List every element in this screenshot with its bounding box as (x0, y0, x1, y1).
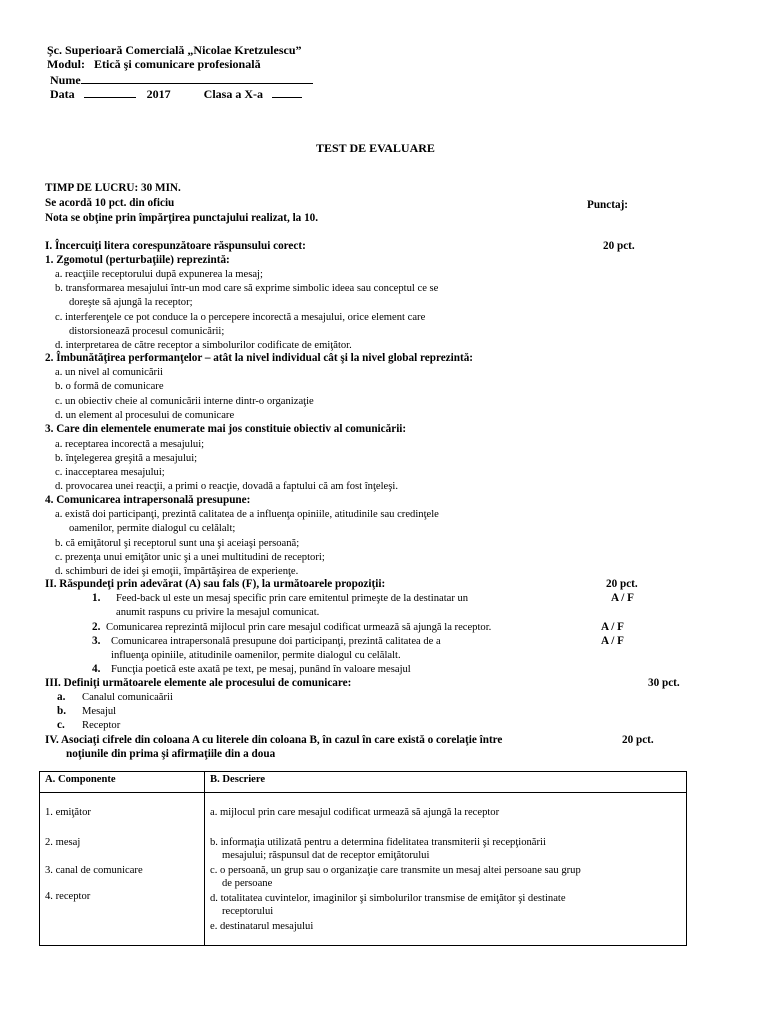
s2-answer[interactable]: A / F (601, 621, 624, 633)
s4-number: 4. (92, 663, 101, 675)
q3-option-c[interactable]: c. inacceptarea mesajului; (55, 467, 165, 478)
section2-title: II. Răspundeţi prin adevărat (A) sau fals (F), la următoarele propoziţii: (45, 578, 386, 590)
q1-option-b-cont: doreşte să ajungă la receptor; (69, 297, 193, 308)
s1-answer[interactable]: A / F (611, 592, 634, 604)
s3-text-cont: influenţa opiniile, atitudinile oamenilor, permite dialogul cu celălalt. (111, 650, 401, 661)
date-line (50, 86, 302, 101)
name-blank[interactable] (81, 72, 313, 84)
table-body-row (40, 793, 687, 946)
q2-option-b[interactable]: b. o formă de comunicare (55, 381, 164, 392)
s1-text-cont: anumit raspuns cu privire la mesajul comunicat. (116, 607, 320, 618)
q4-text: 4. Comunicarea intrapersonală presupune: (45, 494, 251, 506)
list-item: d. totalitatea cuvintelor, imaginilor şi simbolurilor transmise de emiţător şi destinate (210, 893, 566, 904)
s3-item-c-letter: c. (57, 719, 65, 731)
module-value: Etică şi comunicare profesională (94, 57, 261, 71)
association-table (39, 771, 687, 946)
class-label: Clasa a X-a (203, 87, 264, 101)
section3-points: 30 pct. (648, 677, 680, 689)
s3-answer[interactable]: A / F (601, 635, 624, 647)
list-item: 4. receptor (45, 891, 91, 902)
list-item: c. o persoană, un grup sau o organizaţie care transmite un mesaj altei persoane sau grup (210, 865, 581, 876)
q3-option-b[interactable]: b. înţelegerea greşită a mesajului; (55, 453, 198, 464)
s3-item-b: Mesajul (82, 706, 117, 717)
q1-option-c[interactable]: c. interferenţele ce pot conduce la o percepere incorectă a mesajului, orice element care (55, 312, 426, 323)
date-year: 2017 (146, 87, 171, 101)
list-item: 2. mesaj (45, 837, 81, 848)
q4-option-d[interactable]: d. schimburi de idei şi emoţii, împărtăşirea de experienţe. (55, 566, 299, 577)
name-label: Nume (50, 73, 81, 87)
section1-title: I. Încercuiţi litera corespunzătoare răspunsului corect: (45, 240, 306, 252)
list-item: e. destinatarul mesajului (210, 921, 314, 932)
table-header-a: A. Componente (40, 772, 205, 793)
s3-number: 3. (92, 635, 101, 647)
score-label: Punctaj: (587, 199, 629, 211)
section4-title: IV. Asociaţi cifrele din coloana A cu literele din coloana B, în cazul în care există o corelaţie între (45, 734, 503, 746)
s2-text: Comunicarea reprezintă mijlocul prin care mesajul codificat urmează să ajungă la receptor. (106, 622, 492, 633)
office-points: Se acordă 10 pct. din oficiu (45, 197, 175, 209)
list-item: a. mijlocul prin care mesajul codificat urmează să ajungă la receptor (210, 807, 500, 818)
school-name: Şc. Superioară Comercială „Nicolae Kretzulescu” (47, 43, 302, 57)
s3-item-b-letter: b. (57, 705, 67, 717)
list-item-cont: receptorului (222, 906, 274, 917)
q2-option-c[interactable]: c. un obiectiv cheie al comunicării interne dintr-o organizaţie (55, 396, 314, 407)
table-header-b: B. Descriere (205, 772, 687, 793)
q1-option-a[interactable]: a. reacţiile receptorului după expunerea la mesaj; (55, 269, 263, 280)
list-item-cont: mesajului; răspunsul dat de receptor emiţătorului (222, 850, 430, 861)
section4-points: 20 pct. (622, 734, 654, 746)
s3-text: Comunicarea intrapersonală presupune doi participanţi, prezintă calitatea de a (111, 636, 441, 647)
q3-option-a[interactable]: a. receptarea incorectă a mesajului; (55, 439, 205, 450)
list-item: 1. emiţător (45, 807, 91, 818)
name-line (50, 72, 313, 87)
s3-item-a-letter: a. (57, 691, 66, 703)
q4-option-b[interactable]: b. că emiţătorul şi receptorul sunt una şi aceiaşi persoană; (55, 538, 300, 549)
time-info: TIMP DE LUCRU: 30 MIN. (45, 182, 181, 194)
list-item-cont: de persoane (222, 878, 273, 889)
module-label: Modul: (47, 57, 86, 71)
q1-option-d[interactable]: d. interpretarea de către receptor a simbolurilor codificate de emiţător. (55, 340, 352, 351)
q1-option-c-cont: distorsionează procesul comunicării; (69, 326, 225, 337)
s4-text: Funcţia poetică este axată pe text, pe mesaj, punând în valoare mesajul (111, 664, 411, 675)
table-col-a (40, 793, 205, 946)
section4-title-cont: noţiunile din prima şi afirmaţiile din a doua (66, 748, 276, 760)
list-item: 3. canal de comunicare (45, 865, 143, 876)
q4-option-a-cont: oamenilor, permite dialogul cu celălalt; (69, 523, 236, 534)
class-blank[interactable] (272, 86, 302, 98)
s1-text: Feed-back ul este un mesaj specific prin care emitentul primeşte de la destinatar un (116, 593, 469, 604)
q1-text: 1. Zgomotul (perturbaţiile) reprezintă: (45, 254, 230, 266)
section2-points: 20 pct. (606, 578, 638, 590)
q3-option-d[interactable]: d. provocarea unei reacţii, a primi o reacţie, dovadă a faptului că am fost înţeleşi. (55, 481, 398, 492)
module-line (47, 58, 261, 71)
section1-points: 20 pct. (603, 240, 635, 252)
q2-text: 2. Îmbunătăţirea performanţelor – atât la nivel individual cât şi la nivel global reprezintă: (45, 352, 474, 364)
q2-option-d[interactable]: d. un element al procesului de comunicare (55, 410, 235, 421)
q4-option-a[interactable]: a. există doi participanţi, prezintă calitatea de a influenţa opiniile, atitudinile sau credinţele (55, 509, 439, 520)
list-item: b. informaţia utilizată pentru a determina fidelitatea transmiterii şi recepţionării (210, 837, 546, 848)
q1-option-b[interactable]: b. transformarea mesajului într-un mod care să exprime simbolic ideea sau conceptul ce se (55, 283, 439, 294)
table-header-row (40, 772, 687, 793)
date-blank[interactable] (84, 86, 136, 98)
q2-option-a[interactable]: a. un nivel al comunicării (55, 367, 163, 378)
date-label: Data (50, 87, 75, 101)
section3-title: III. Definiţi următoarele elemente ale procesului de comunicare: (45, 677, 352, 689)
s3-item-a: Canalul comunicaării (82, 692, 173, 703)
table-col-b (205, 793, 687, 946)
page-title: TEST DE EVALUARE (316, 141, 435, 155)
q4-option-c[interactable]: c. prezenţa unui emiţător unic şi a unei multitudini de receptori; (55, 552, 325, 563)
s2-number: 2. (92, 621, 101, 633)
grade-note: Nota se obţine prin împărţirea punctajului realizat, la 10. (45, 212, 319, 224)
q3-text: 3. Care din elementele enumerate mai jos constituie obiectiv al comunicării: (45, 423, 407, 435)
s1-number: 1. (92, 592, 101, 604)
s3-item-c: Receptor (82, 720, 121, 731)
